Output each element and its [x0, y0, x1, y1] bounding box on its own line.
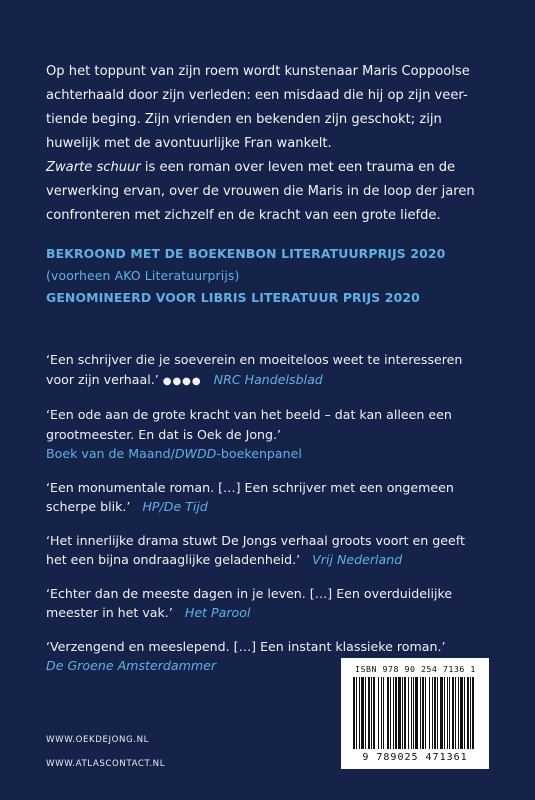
barcode-bar	[393, 677, 394, 749]
quote-line: ‘Een ode aan de grote kracht van het beeld – dat kan alleen een	[46, 407, 452, 422]
barcode-bar	[361, 677, 364, 749]
website-links	[46, 728, 165, 776]
barcode-bar	[413, 677, 414, 749]
blurb-line	[46, 156, 486, 180]
review-quotes	[46, 350, 496, 690]
barcode-bar	[447, 677, 448, 749]
barcode-bar	[452, 677, 454, 749]
isbn-label: ISBN 978 90 254 7136 1	[355, 664, 476, 674]
source-part: Boek van de Maand/	[46, 446, 175, 461]
quote-source: NRC Handelsblad	[213, 371, 323, 387]
quote-line: ‘Echter dan de meeste dagen in je leven. […] Een overduidelijke	[46, 585, 453, 601]
barcode-bar	[371, 677, 372, 749]
awards	[46, 243, 506, 309]
review-quote	[46, 531, 496, 570]
barcode-bar	[434, 677, 436, 749]
author-website[interactable]: WWW.OEKDEJONG.NL	[46, 735, 150, 745]
quote-source: Het Parool	[184, 605, 251, 620]
barcode-bar	[437, 677, 438, 749]
blurb-line-rest: is een roman over leven met een trauma en de	[140, 160, 456, 175]
quote-line	[46, 370, 496, 392]
quote-line: ‘Het innerlijke drama stuwt De Jongs verhaal groots voort en geeft	[46, 532, 465, 548]
quote-line: ‘Verzengend en meeslepend. […] Een instant klassieke roman.’	[46, 638, 446, 654]
review-quote	[46, 584, 496, 623]
barcode-bar	[458, 677, 459, 749]
quote-line: ‘Een schrijver die je soeverein en moeiteloos weet te interesseren	[46, 352, 463, 367]
quote-text: voor zijn verhaal.’	[46, 371, 159, 387]
barcode-bar	[467, 677, 469, 749]
barcode-bar	[425, 677, 426, 749]
barcode-bar	[470, 677, 471, 749]
source-part: DWDD	[174, 446, 217, 461]
barcode-bar	[359, 677, 360, 749]
award-line: BEKROOND MET DE BOEKENBON LITERATUURPRIJS 2020	[46, 246, 446, 261]
barcode-bar	[444, 677, 445, 749]
blurb-line: Op het toppunt van zijn roem wordt kunstenaar Maris Coppoolse	[46, 64, 470, 79]
barcode-bar	[398, 677, 401, 749]
source-part: -boekenpanel	[216, 446, 302, 461]
quote-line: ‘Een monumentale roman. […] Een schrijver met een ongemeen	[46, 479, 454, 495]
barcode-bar	[387, 677, 389, 749]
quote-text: scherpe blik.’	[46, 499, 131, 514]
blurb-line: huwelijk met de avontuurlijke Fran wankelt.	[46, 136, 332, 151]
publisher-website[interactable]: WWW.ATLASCONTACT.NL	[46, 759, 166, 769]
review-quote	[46, 405, 496, 464]
barcode-bar	[429, 677, 430, 749]
barcode-bar	[373, 677, 375, 749]
barcode-digits: 9 789025 471361	[362, 752, 468, 763]
barcode-bar	[432, 677, 433, 749]
blurb-line: tiende beging. Zijn vrienden en bekenden zijn geschokt; zijn	[46, 112, 442, 127]
barcode-bar	[353, 677, 355, 749]
quote-line	[46, 550, 496, 570]
quote-source: De Groene Amsterdammer	[46, 658, 217, 673]
isbn-barcode	[341, 658, 489, 769]
review-quote	[46, 478, 496, 517]
barcode-bar	[440, 677, 443, 749]
barcode-bar	[415, 677, 418, 749]
nomination-line: GENOMINEERD VOOR LIBRIS LITERATUUR PRIJS 2020	[46, 290, 420, 305]
barcode-bar	[381, 677, 382, 749]
barcode-bar	[449, 677, 450, 749]
barcode-bar	[411, 677, 412, 749]
blurb-line: achterhaald door zijn verleden: een misdaad die hij op zijn veer-	[46, 88, 468, 103]
barcode-bars	[353, 677, 477, 749]
quote-text: het een bijna ondraaglijke geladenheid.’	[46, 552, 301, 567]
blurb-line: verwerking ervan, over de vrouwen die Maris in de loop der jaren	[46, 184, 475, 199]
quote-line	[46, 497, 496, 517]
barcode-bar	[383, 677, 384, 749]
book-title: Zwarte schuur	[46, 160, 141, 175]
quote-source	[46, 444, 496, 464]
quote-source: HP/De Tijd	[142, 499, 208, 514]
barcode-bar	[395, 677, 397, 749]
barcode-bar	[460, 677, 463, 749]
barcode-bar	[408, 677, 409, 749]
barcode-bar	[402, 677, 403, 749]
barcode-bar	[390, 677, 391, 749]
barcode-bar	[378, 677, 379, 749]
barcode-bar	[356, 677, 357, 749]
barcode-bar	[464, 677, 465, 749]
rating-dots: ●●●●	[162, 375, 202, 387]
blurb-line: confronteren met zichzelf en de kracht van een grote liefde.	[46, 208, 441, 223]
barcode-bar	[455, 677, 456, 749]
review-quote	[46, 350, 496, 391]
quote-text: meester in het vak.’	[46, 605, 173, 620]
barcode-bar	[404, 677, 406, 749]
barcode-bar	[365, 677, 366, 749]
barcode-bar	[368, 677, 370, 749]
barcode-bar	[472, 677, 474, 749]
quote-line	[46, 603, 496, 623]
award-note: (voorheen AKO Literatuurprijs)	[46, 268, 240, 283]
barcode-bar	[422, 677, 424, 749]
quote-line: grootmeester. En dat is Oek de Jong.’	[46, 426, 282, 442]
blurb-text	[46, 60, 486, 228]
barcode-bar	[420, 677, 421, 749]
quote-source: Vrij Nederland	[312, 552, 403, 567]
